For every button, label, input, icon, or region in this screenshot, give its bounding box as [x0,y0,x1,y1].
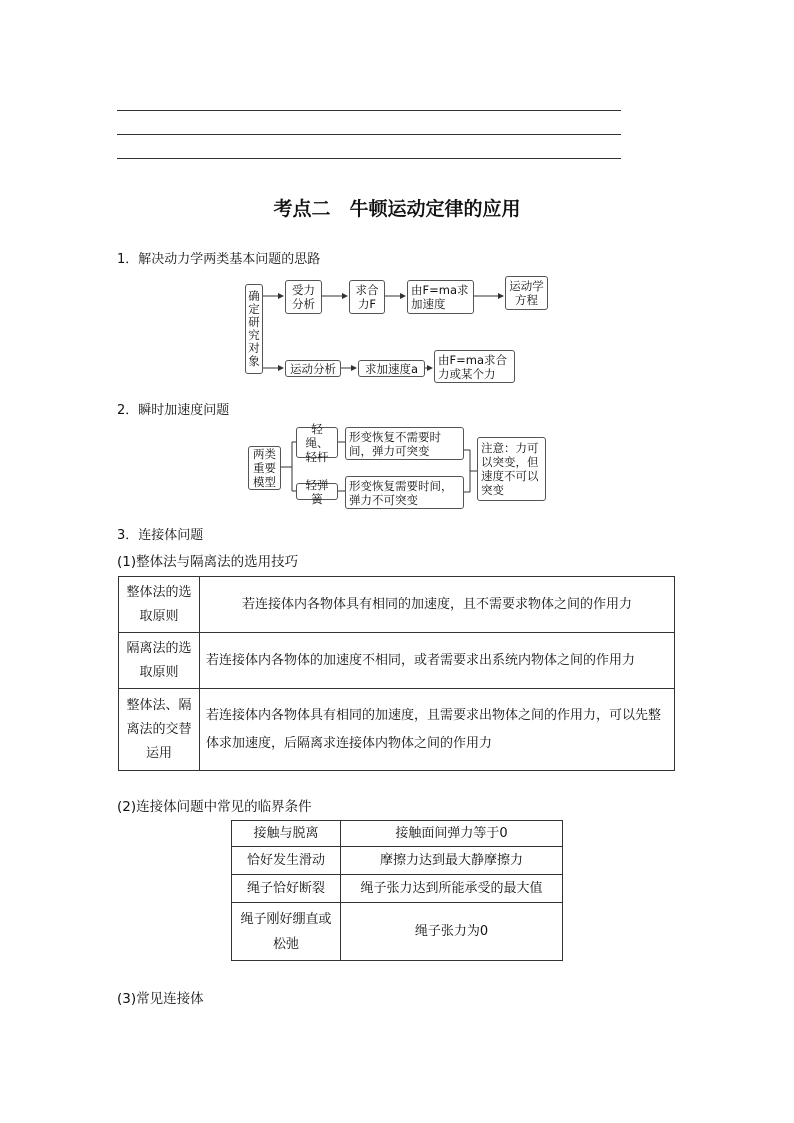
property-gradual: 形变恢复需要时间，弹力不可突变 [345,476,464,509]
section-heading: 1．解决动力学两类基本问题的思路 [117,252,321,267]
note-box: 注意：力可以突变，但速度不可以突变 [477,437,546,501]
table-cell-key: 整体法、隔离法的交替运用 [119,689,200,771]
table-cell-value: 接触面间弹力等于0 [341,821,563,847]
subsection-heading: (3)常见连接体 [117,991,204,1007]
subsection-heading: (2)连接体问题中常见的临界条件 [117,799,312,815]
table-cell-key: 隔离法的选取原则 [119,633,200,689]
table-cell-value: 绳子张力达到所能承受的最大值 [341,875,563,903]
table-cell-key: 整体法的选取原则 [119,577,200,633]
model-rope-rod: 轻绳、轻杆 [296,427,338,458]
flow-step-net-force: 求合力F [349,280,385,314]
table-row [119,577,675,633]
section-heading: 2．瞬时加速度问题 [117,403,230,418]
flow-step-motion-analysis: 运动分析 [285,360,341,377]
table-cell-value: 若连接体内各物体具有相同的加速度，且不需要求物体之间的作用力 [200,577,675,633]
models-box: 两类重要模型 [248,446,281,490]
flow-step-force-analysis: 受力分析 [285,280,322,314]
flow-step-acceleration: 由F=ma求加速度 [407,280,474,314]
method-table [118,576,675,771]
page-title: 考点二 牛顿运动定律的应用 [273,198,521,220]
table-cell-key: 绳子刚好绷直或松弛 [232,903,341,961]
table-row [119,633,675,689]
table-cell-value: 若连接体内各物体的加速度不相同，或者需要求出系统内物体之间的作用力 [200,633,675,689]
table-cell-key: 接触与脱离 [232,821,341,847]
model-spring: 轻弹簧 [296,483,338,500]
critical-condition-table [231,820,563,961]
flow-step-kinematics: 运动学方程 [505,276,548,310]
subsection-heading: (1)整体法与隔离法的选用技巧 [117,554,299,570]
table-row [119,689,675,771]
table-row [232,875,563,903]
table-cell-key: 绳子恰好断裂 [232,875,341,903]
table-row [232,821,563,847]
table-cell-value: 若连接体内各物体具有相同的加速度，且需要求出物体之间的作用力，可以先整体求加速度，后隔离求连接体内物体之间的作用力 [200,689,675,771]
section-heading: 3．连接体问题 [117,528,204,543]
flow-step-find-acceleration: 求加速度a [358,360,425,377]
table-cell-value: 绳子张力为0 [341,903,563,961]
table-row [232,847,563,875]
table-row [232,903,563,961]
table-cell-value: 摩擦力达到最大静摩擦力 [341,847,563,875]
flow-step-find-force: 由F=ma求合力或某个力 [434,350,515,383]
table-cell-key: 恰好发生滑动 [232,847,341,875]
property-instant: 形变恢复不需要时间，弹力可突变 [345,427,464,460]
flow-start-box: 确定研究对象 [245,284,263,374]
